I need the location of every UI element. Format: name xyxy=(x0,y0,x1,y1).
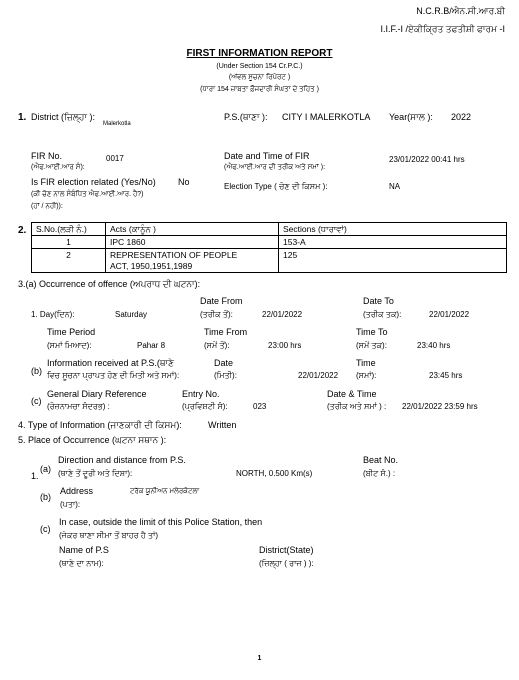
day-value: Saturday xyxy=(115,310,148,319)
ps-value: CITY I MALERKOTLA xyxy=(282,112,371,122)
info-received-letter: (b) xyxy=(31,366,42,376)
time-from-pa: (ਸਮੇਂ ਤੋਂ): xyxy=(204,341,230,350)
year-value: 2022 xyxy=(451,112,472,122)
name-of-ps-pa: (ਥਾਣੇ ਦਾ ਨਾਮ): xyxy=(59,559,104,568)
table-header-row xyxy=(32,223,507,236)
day-label: 1. Day(ਦਿਨ): xyxy=(31,310,75,319)
row-section: 153-A xyxy=(279,236,507,249)
gd-datetime-label: Date & Time xyxy=(327,389,377,399)
gd-reference-label-pa: (ਰੋਜ਼ਨਾਮਚਾ ਸੰਦਰਭ) : xyxy=(47,402,110,411)
report-subtitle-pa2: (ਧਾਰਾ 154 ਜ਼ਾਬਤਾ ਫ਼ੌਜਦਾਰੀ ਸੰਘਤਾ ਦੇ ਤਹਿਤ ) xyxy=(200,86,319,93)
address-letter: (b) xyxy=(40,492,51,502)
beat-no-label: Beat No. xyxy=(363,455,399,465)
report-subtitle-pa: (ਅੱਵਲ ਸੂਚਨਾ ਰਿਪੋਰਟ ) xyxy=(228,74,291,81)
gd-reference-label: General Diary Reference xyxy=(47,389,147,399)
time-period-label: Time Period xyxy=(47,327,96,337)
date-from-pa: (ਤਰੀਕ ਤੋਂ): xyxy=(200,310,233,319)
report-subtitle: (Under Section 154 Cr.P.C.) xyxy=(216,63,303,70)
time-period-value: Pahar 8 xyxy=(137,341,166,350)
row-act: IPC 1860 xyxy=(106,236,279,249)
section-1-number: 1. xyxy=(18,112,27,123)
gd-datetime-pa: (ਤਰੀਕ ਅਤੇ ਸਮਾਂ ) : xyxy=(327,402,387,411)
date-from-label: Date From xyxy=(200,296,243,306)
address-label: Address xyxy=(60,486,94,496)
row-sno: 2 xyxy=(32,249,106,272)
election-type-label: Election Type ( ਚੋਣ ਦੀ ਕਿਸਮ ): xyxy=(224,182,328,191)
acts-table xyxy=(31,222,507,273)
gd-reference-letter: (c) xyxy=(31,396,42,406)
direction-label-pa: (ਥਾਣੇ ਤੋਂ ਦੂਰੀ ਅਤੇ ਦਿਸ਼ਾ): xyxy=(58,469,133,478)
header-sno: S.No.(ਲੜੀ ਨੰ.) xyxy=(32,223,106,236)
info-type-label: 4. Type of Information (ਜਾਣਕਾਰੀ ਦੀ ਕਿਸਮ): xyxy=(18,420,182,430)
info-time-pa: (ਸਮਾਂ): xyxy=(356,371,377,380)
fir-no-value: 0017 xyxy=(106,154,124,163)
outside-limit-pa: (ਜੇਕਰ ਥਾਣਾ ਸੀਮਾ ਤੋਂ ਬਾਹਰ ਹੈ ਤਾਂ) xyxy=(59,531,159,540)
date-to-label: Date To xyxy=(363,296,394,306)
direction-letter: (a) xyxy=(40,464,51,474)
iif-code: I.I.F.-I /ਏਕੀਕ੍ਰਿਤ ਤਫਤੀਸ਼ੀ ਫਾਰਮ -I xyxy=(380,24,505,34)
row-act: REPRESENTATION OF PEOPLE ACT, 1950,1951,1989 xyxy=(106,249,279,272)
entry-no-pa: (ਪ੍ਰਵਿਸ਼ਟੀ ਸੰ): xyxy=(182,402,228,411)
name-of-ps-label: Name of P.S xyxy=(59,545,109,555)
beat-no-pa: (ਬੀਟ ਸੰ.) : xyxy=(363,469,396,478)
outside-limit-label: In case, outside the limit of this Police Station, then xyxy=(59,517,263,527)
page-number: 1 xyxy=(257,655,262,662)
direction-value: NORTH, 0.500 Km(s) xyxy=(236,469,313,478)
info-date-pa: (ਮਿਤੀ): xyxy=(214,371,237,380)
place-of-occurrence-label: 5. Place of Occurrence (ਘਟਨਾ ਸਥਾਨ ): xyxy=(18,435,167,445)
table-row xyxy=(32,249,507,272)
report-title: FIRST INFORMATION REPORT xyxy=(186,48,333,59)
address-value: ਟਰੱਕ ਯੂਨੀਅਨ ਮਲੇਰਕੋਟਲਾ xyxy=(130,488,200,495)
info-received-label-pa: ਵਿਚ ਸੂਚਨਾ ਪ੍ਰਾਪਤ ਹੋਣ ਦੀ ਮਿਤੀ ਅਤੇ ਸਮਾਂ): xyxy=(47,371,180,380)
fir-datetime-label-pa: (ਐਫ.ਆਈ.ਆਰ ਦੀ ਤਰੀਕ ਅਤੇ ਸਮਾਂ ): xyxy=(224,164,326,171)
section-2-number: 2. xyxy=(18,225,27,236)
info-received-label: Information received at P.S.(ਥਾਣੇ xyxy=(47,358,175,368)
fir-datetime-value: 23/01/2022 00:41 hrs xyxy=(389,155,465,164)
fir-no-label-pa: (ਐਫ.ਆਈ.ਆਰ ਸੰ): xyxy=(31,164,85,171)
election-related-pa: (ਕੀ ਚੋਣ ਨਾਲ ਸੰਬੰਧਿਤ ਐਫ.ਆਈ.ਆਰ. ਹੈ?) xyxy=(31,191,144,198)
date-to-value: 22/01/2022 xyxy=(429,310,470,319)
info-time-value: 23:45 hrs xyxy=(429,371,463,380)
table-row xyxy=(32,236,507,249)
info-date-value: 22/01/2022 xyxy=(298,371,339,380)
time-to-value: 23:40 hrs xyxy=(417,341,451,350)
row-sno: 1 xyxy=(32,236,106,249)
gd-datetime-value: 22/01/2022 23:59 hrs xyxy=(402,402,478,411)
info-time-label: Time xyxy=(356,358,376,368)
year-label: Year(ਸਾਲ ): xyxy=(389,112,433,122)
district-label: District (ਜ਼ਿਲ੍ਹਾ ): xyxy=(31,112,95,122)
time-from-label: Time From xyxy=(204,327,248,337)
info-type-value: Written xyxy=(208,420,237,430)
date-from-value: 22/01/2022 xyxy=(262,310,303,319)
time-from-value: 23:00 hrs xyxy=(268,341,302,350)
date-to-pa: (ਤਰੀਕ ਤਕ): xyxy=(363,310,402,319)
election-related-pa2: (ਹਾਂ / ਨਹੀਂ)): xyxy=(31,203,63,210)
place-number: 1. xyxy=(31,471,39,481)
row-section: 125 xyxy=(279,249,507,272)
election-related-value: No xyxy=(178,177,190,187)
ncrb-code: N.C.R.B/ਐਨ.ਸੀ.ਆਰ.ਬੀ xyxy=(416,6,505,16)
fir-no-label: FIR No. xyxy=(31,151,63,161)
election-type-value: NA xyxy=(389,182,401,191)
header-acts: Acts (ਕਾਨੂੰਨ ) xyxy=(106,223,279,236)
district-state-pa: (ਜ਼ਿਲ੍ਹਾ ( ਰਾਜ ) ): xyxy=(259,559,314,568)
election-related-label: Is FIR election related (Yes/No) xyxy=(31,177,156,187)
address-label-pa: (ਪਤਾ): xyxy=(60,500,81,509)
entry-no-label: Entry No. xyxy=(182,389,220,399)
info-date-label: Date xyxy=(214,358,234,368)
fir-datetime-label: Date and Time of FIR xyxy=(224,151,310,161)
header-sections: Sections (ਧਾਰਾਵਾਂ) xyxy=(279,223,507,236)
district-value: Malerkotla xyxy=(103,121,131,127)
time-to-pa: (ਸਮੇਂ ਤਕ): xyxy=(356,341,387,350)
ps-label: P.S.(ਥਾਣਾ ): xyxy=(224,112,268,122)
occurrence-title: 3.(a) Occurrence of offence (ਅਪਰਾਧ ਦੀ ਘਟਨਾ): xyxy=(18,279,201,289)
entry-no-value: 023 xyxy=(253,402,267,411)
outside-limit-letter: (c) xyxy=(40,524,51,534)
time-period-pa: (ਸਮਾਂ ਮਿਆਦ): xyxy=(47,341,92,350)
direction-label: Direction and distance from P.S. xyxy=(58,455,186,465)
district-state-label: District(State) xyxy=(259,545,314,555)
time-to-label: Time To xyxy=(356,327,388,337)
